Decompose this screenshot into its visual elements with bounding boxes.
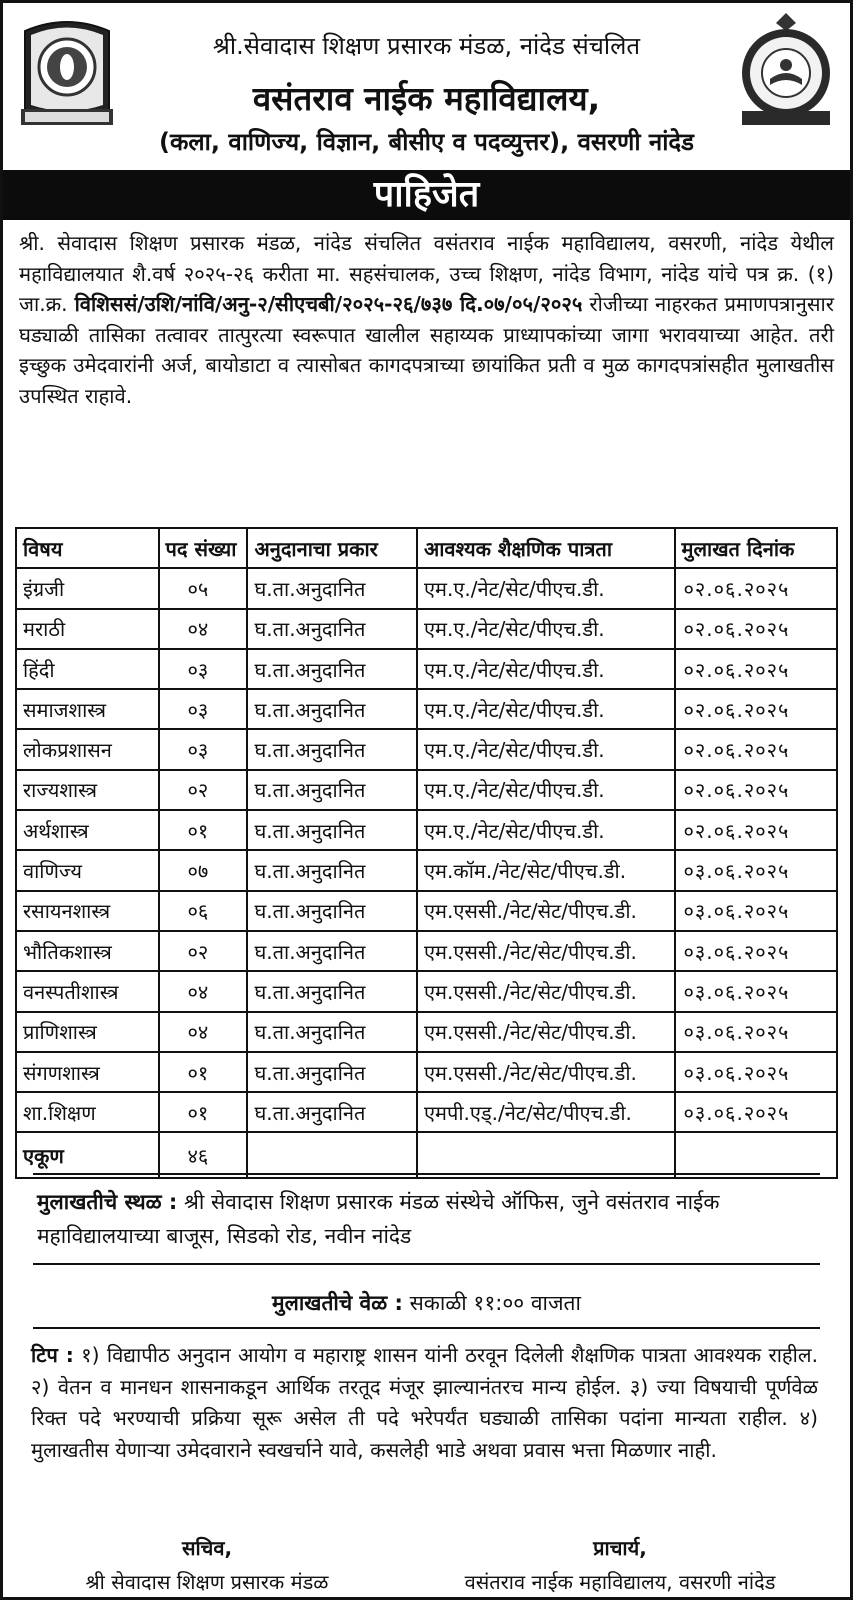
cell-grant-type: घ.ता.अनुदानित [247,850,417,890]
cell-posts: ०१ [159,810,248,850]
cell-interview-date: ०३.०६.२०२५ [675,891,838,931]
cell-qualification: एम.कॉम./नेट/सेट/पीएच.डी. [417,850,675,890]
note-text: १) विद्यापीठ अनुदान आयोग व महाराष्ट्र शासन यांनी ठरवून दिलेली शैक्षणिक पात्रता आवश्यक राहील. २) वेतन व मानधन शासनाकडून आर्थिक तरतूद मंजूर झाल्यानंतरच मान्य होईल. ३) ज्या विषयाची पूर्णवेळ रिक्त पदे भरण्याची प्रक्रिया सूरू असेल ती पदे भरेपर्यंत घड्याळी तासिका पदांना मान्यता राहील. ४) मुलाखतीस येणाऱ्या उमेदवाराने स्वखर्चाने यावे, कसलेही भाडे अथवा प्रवास भत्ता मिळणार नाही. [31,1343,818,1462]
intro-text-part1: श्री. सेवादास शिक्षण प्रसारक मंडळ, नांदेड संचलित वसंतराव नाईक महाविद्यालय, वसरणी, नांदेड येथील महाविद्यालयात शै.वर्ष २०२५-२६ करीता मा. सहसंचालक, उच्च शिक्षण, नांदेड विभाग, नांदेड यांचे पत्र क्र. (१) जा.क्र. [19,231,834,316]
timing-label: मुलाखतीचे वेळ : [272,1291,403,1315]
note-paragraph [31,1340,818,1466]
cell-posts: ०२ [159,931,248,971]
cell-posts: ०४ [159,1012,248,1052]
cell-subject: संगणशास्त्र [16,1052,159,1092]
divider [33,1327,820,1329]
cell-interview-date: ०२.०६.२०२५ [675,649,838,689]
cell-posts: ०७ [159,850,248,890]
parent-institution-line: श्री.सेवादास शिक्षण प्रसारक मंडळ, नांदेड संचलित [212,32,641,60]
cell-subject: भौतिकशास्त्र [16,931,159,971]
cell-qualification: एम.एससी./नेट/सेट/पीएच.डी. [417,1012,675,1052]
cell-grant-type: घ.ता.अनुदानित [247,891,417,931]
column-header-posts: पद संख्या [159,528,248,568]
cell-qualification: एम.एससी./नेट/सेट/पीएच.डी. [417,931,675,971]
table-row [16,1052,837,1092]
column-header-subject: विषय [16,528,159,568]
cell-interview-date: ०२.०६.२०२५ [675,689,838,729]
cell-posts: ०३ [159,689,248,729]
cell-interview-date: ०३.०६.२०२५ [675,971,838,1011]
cell-qualification: एम.ए./नेट/सेट/पीएच.डी. [417,689,675,729]
intro-text-part2: रोजीच्या नाहरकत प्रमाणपत्रानुसार घड्याळी तासिका तत्वावर तात्पुरत्या स्वरूपात खालील सहाय्यक प्राध्यापकांच्या जागा भरावयाच्या आहेत. तरी इच्छुक उमेदवारांनी अर्ज, बायोडाटा व त्यासोबत कागदपत्राच्या छायांकित प्रती व मुळ कागदपत्रांसहीत मुलाखतीस उपस्थित राहावे. [19,292,834,408]
cell-interview-date: ०२.०६.२०२५ [675,729,838,769]
column-header-qualification: आवश्यक शैक्षणिक पात्रता [417,528,675,568]
interview-timing [3,1289,850,1317]
college-emblem-icon [734,11,838,131]
total-posts: ४६ [159,1132,248,1178]
table-row [16,609,837,649]
cell-interview-date: ०२.०६.२०२५ [675,810,838,850]
column-header-grant-type: अनुदानाचा प्रकार [247,528,417,568]
cell-subject: मराठी [16,609,159,649]
interview-venue [37,1185,830,1253]
cell-subject: राज्यशास्त्र [16,770,159,810]
table-row [16,770,837,810]
cell-subject: अर्थशास्त्र [16,810,159,850]
cell-interview-date: ०२.०६.२०२५ [675,568,838,608]
cell-qualification: एम.एससी./नेट/सेट/पीएच.डी. [417,971,675,1011]
empty-cell [247,1132,417,1178]
cell-grant-type: घ.ता.अनुदानित [247,1092,417,1132]
cell-interview-date: ०३.०६.२०२५ [675,850,838,890]
table-row [16,971,837,1011]
table-header-row [16,528,837,568]
cell-posts: ०१ [159,1052,248,1092]
cell-interview-date: ०३.०६.२०२५ [675,931,838,971]
table-row [16,649,837,689]
header [3,3,850,165]
cell-grant-type: घ.ता.अनुदानित [247,568,417,608]
cell-posts: ०६ [159,891,248,931]
cell-interview-date: ०३.०६.२०२५ [675,1052,838,1092]
cell-qualification: एम.ए./नेट/सेट/पीएच.डी. [417,649,675,689]
cell-posts: ०२ [159,770,248,810]
cell-posts: ०१ [159,1092,248,1132]
table-row [16,891,837,931]
table-row [16,1092,837,1132]
cell-grant-type: घ.ता.अनुदानित [247,609,417,649]
cell-grant-type: घ.ता.अनुदानित [247,689,417,729]
cell-interview-date: ०३.०६.२०२५ [675,1012,838,1052]
wanted-banner: पाहिजेत [3,170,850,220]
cell-grant-type: घ.ता.अनुदानित [247,649,417,689]
cell-qualification: एम.एससी./नेट/सेट/पीएच.डी. [417,891,675,931]
total-label: एकूण [16,1132,159,1178]
cell-grant-type: घ.ता.अनुदानित [247,810,417,850]
table-row [16,1012,837,1052]
principal-title: प्राचार्य, [593,1536,647,1560]
empty-cell [675,1132,838,1178]
cell-interview-date: ०२.०६.२०२५ [675,770,838,810]
secretary-organization: श्री सेवादास शिक्षण प्रसारक मंडळ [85,1570,329,1594]
cell-interview-date: ०२.०६.२०२५ [675,609,838,649]
cell-qualification: एम.ए./नेट/सेट/पीएच.डी. [417,568,675,608]
vacancy-table-body [16,568,837,1178]
college-name: वसंतराव नाईक महाविद्यालय, [252,79,601,118]
cell-subject: समाजशास्त्र [16,689,159,729]
venue-label: मुलाखतीचे स्थळ : [37,1190,178,1214]
cell-qualification: एम.ए./नेट/सेट/पीएच.डी. [417,729,675,769]
cell-grant-type: घ.ता.अनुदानित [247,971,417,1011]
divider [33,1263,820,1265]
institution-emblem-icon [15,13,119,133]
table-row [16,810,837,850]
cell-subject: हिंदी [16,649,159,689]
cell-qualification: एम.ए./नेट/सेट/पीएच.डी. [417,810,675,850]
divider [33,1173,820,1175]
cell-subject: प्राणिशास्त्र [16,1012,159,1052]
table-row [16,689,837,729]
cell-subject: शा.शिक्षण [16,1092,159,1132]
cell-qualification: एम.ए./नेट/सेट/पीएच.डी. [417,770,675,810]
secretary-title: सचिव, [181,1536,233,1560]
venue-text: श्री सेवादास शिक्षण प्रसारक मंडळ संस्थेचे ऑफिस, जुने वसंतराव नाईक महाविद्यालयाच्या बाजूस, सिडको रोड, नवीन नांदेड [37,1190,720,1248]
principal-organization: वसंतराव नाईक महाविद्यालय, वसरणी नांदेड [464,1570,776,1594]
principal-signature-block [410,1531,830,1599]
intro-paragraph [19,228,834,411]
empty-cell [417,1132,675,1178]
cell-grant-type: घ.ता.अनुदानित [247,770,417,810]
cell-grant-type: घ.ता.अनुदानित [247,1012,417,1052]
cell-grant-type: घ.ता.अनुदानित [247,729,417,769]
cell-subject: वाणिज्य [16,850,159,890]
cell-qualification: एम.ए./नेट/सेट/पीएच.डी. [417,609,675,649]
cell-posts: ०३ [159,729,248,769]
cell-posts: ०४ [159,609,248,649]
table-row [16,568,837,608]
cell-subject: वनस्पतीशास्त्र [16,971,159,1011]
timing-text: सकाळी ११:०० वाजता [409,1291,581,1315]
secretary-signature-block [27,1531,387,1599]
cell-interview-date: ०३.०६.२०२५ [675,1092,838,1132]
cell-subject: इंग्रजी [16,568,159,608]
column-header-interview-date: मुलाखत दिनांक [675,528,838,568]
intro-reference-number: विशिससं/उशि/नांवि/अनु-२/सीएचबी/२०२५-२६/७३७ दि.०७/०५/२०२५ [74,292,583,316]
cell-qualification: एमपी.एड्./नेट/सेट/पीएच.डी. [417,1092,675,1132]
cell-posts: ०५ [159,568,248,608]
cell-posts: ०३ [159,649,248,689]
cell-subject: रसायनशास्त्र [16,891,159,931]
cell-grant-type: घ.ता.अनुदानित [247,1052,417,1092]
vacancy-table [15,527,838,1179]
cell-subject: लोकप्रशासन [16,729,159,769]
note-label: टिप : [31,1343,74,1367]
college-streams: (कला, वाणिज्य, विज्ञान, बीसीए व पदव्युत्तर), वसरणी नांदेड [158,128,695,156]
table-row [16,729,837,769]
table-total-row [16,1132,837,1178]
cell-qualification: एम.एससी./नेट/सेट/पीएच.डी. [417,1052,675,1092]
table-row [16,931,837,971]
cell-grant-type: घ.ता.अनुदानित [247,931,417,971]
table-row [16,850,837,890]
cell-posts: ०४ [159,971,248,1011]
